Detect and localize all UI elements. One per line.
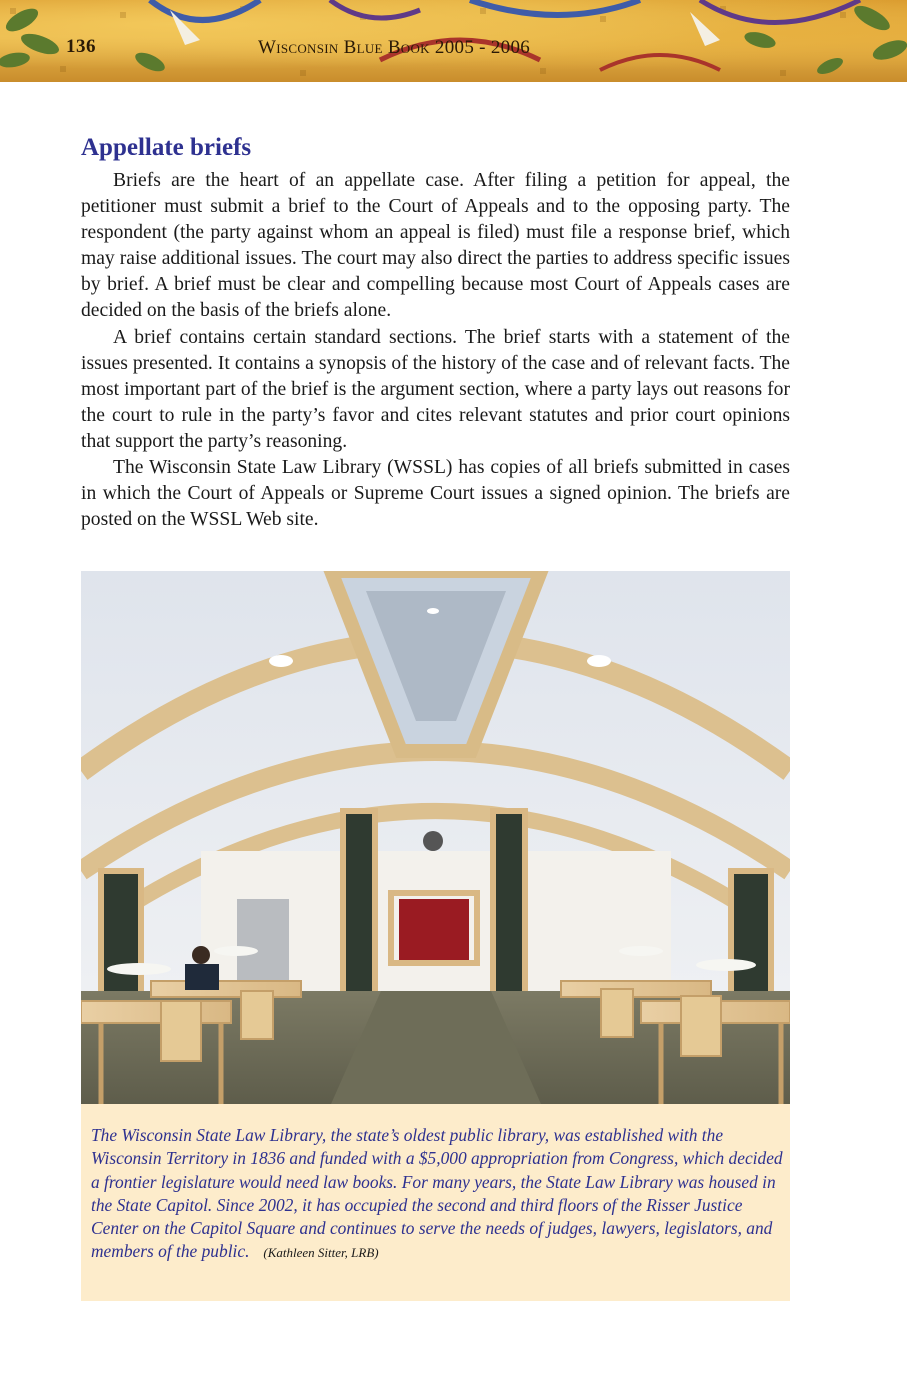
- running-head: Wisconsin Blue Book 2005 - 2006: [258, 37, 531, 58]
- paragraph: Briefs are the heart of an appellate case. After filing a petition for appeal, the petitioner must submit a brief to the Court of Appeals and to the opposing party. The respondent (the party against whom an appeal is filed) must file a response brief, which may raise additional issues. The court may also direct the parties to address specific issues by brief. A brief must be clear and compelling because most Court of Appeals cases are decided on the basis of the briefs alone.: [81, 170, 790, 322]
- library-photo: [81, 571, 790, 1104]
- photo-caption: [91, 1124, 783, 1265]
- paragraph: A brief contains certain standard sections. The brief starts with a statement of the issues presented. It contains a synopsis of the history of the case and of relevant facts. The most important part of the brief is the argument section, where a party lays out reasons for the court to rule in the party’s favor and cites relevant statutes and prior court opinions that support the party’s reasoning.: [81, 326, 790, 452]
- header-banner: [0, 0, 907, 82]
- section-heading: Appellate briefs: [81, 134, 252, 161]
- paragraph: The Wisconsin State Law Library (WSSL) has copies of all briefs submitted in cases in which the Court of Appeals or Supreme Court issues a signed opinion. The briefs are posted on the WSSL Web site.: [81, 457, 790, 531]
- body-text: [81, 168, 790, 533]
- caption-text: The Wisconsin State Law Library, the state’s oldest public library, was established with the Wisconsin Territory in 1836 and funded with a $5,000 appropriation from Congress, which decided a frontier legislature would need law books. For many years, the State Law Library was housed in the State Capitol. Since 2002, it has occupied the second and third floors of the Risser Justice Center on the Capitol Square and continues to serve the needs of judges, lawyers, legislators, and members of the public.: [91, 1125, 783, 1262]
- library-interior-illustration: [81, 571, 790, 1104]
- page-number: 136: [66, 36, 96, 57]
- caption-box: [81, 1104, 790, 1301]
- photo-credit: (Kathleen Sitter, LRB): [263, 1245, 379, 1261]
